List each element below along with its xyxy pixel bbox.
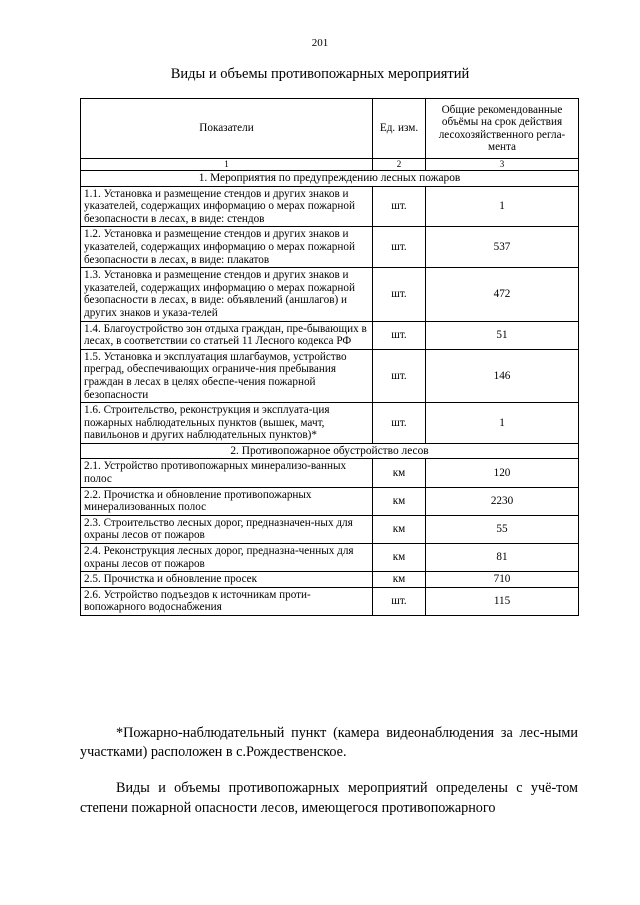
- body-paragraph: Виды и объемы противопожарных мероприятий определены с учё-том степени пожарной опасности лесов, имеющегося противопожарного: [80, 780, 578, 816]
- table-row: [81, 572, 579, 588]
- row-indicator: 1.6. Строительство, реконструкция и эксплуата-ция пожарных наблюдательных пунктов (вышек, мачт, павильонов и других наблюдательных пунктов)*: [81, 403, 373, 444]
- table-row: [81, 349, 579, 402]
- row-unit: км: [373, 515, 426, 543]
- header-indicators: Показатели: [81, 99, 373, 159]
- row-indicator: 2.5. Прочистка и обновление просек: [81, 572, 373, 588]
- table-row: [81, 227, 579, 268]
- row-indicator: 2.1. Устройство противопожарных минерализо-ванных полос: [81, 459, 373, 487]
- row-value: 472: [426, 268, 579, 321]
- row-value: 55: [426, 515, 579, 543]
- table-row: [81, 587, 579, 615]
- row-indicator: 1.3. Установка и размещение стендов и других знаков и указателей, содержащих информацию о мерах пожарной безопасности в лесах, в виде: объявлений (аншлагов) и других знаков и указа-телей: [81, 268, 373, 321]
- table-row: [81, 403, 579, 444]
- row-value: 2230: [426, 487, 579, 515]
- section-title: 1. Мероприятия по предупреждению лесных пожаров: [81, 171, 579, 187]
- row-unit: шт.: [373, 403, 426, 444]
- column-number: 1: [81, 159, 373, 171]
- table-row: [81, 487, 579, 515]
- row-unit: шт.: [373, 186, 426, 227]
- row-indicator: 1.5. Установка и эксплуатация шлагбаумов, устройство преград, обеспечивающих ограниче-ния пребывания граждан в лесах в целях обеспе-чения пожарной безопасности: [81, 349, 373, 402]
- row-indicator: 2.6. Устройство подъездов к источникам проти-вопожарного водоснабжения: [81, 587, 373, 615]
- table-row: [81, 268, 579, 321]
- page-number: 201: [311, 37, 329, 49]
- row-value: 1: [426, 186, 579, 227]
- fire-measures-table: [80, 98, 579, 616]
- row-unit: шт.: [373, 268, 426, 321]
- row-value: 115: [426, 587, 579, 615]
- table-row: [81, 459, 579, 487]
- row-indicator: 1.1. Установка и размещение стендов и других знаков и указателей, содержащих информацию о мерах пожарной безопасности в лесах, в виде: стендов: [81, 186, 373, 227]
- section-row: [81, 443, 579, 459]
- row-indicator: 2.2. Прочистка и обновление противопожарных минерализованных полос: [81, 487, 373, 515]
- table-row: [81, 321, 579, 349]
- table-header-row: [81, 99, 579, 159]
- table-row: [81, 186, 579, 227]
- header-volumes: Общие рекомендованные объёмы на срок действия лесохозяйственного регла-мента: [426, 99, 579, 159]
- table-body: [81, 171, 579, 616]
- column-number-row: [81, 159, 579, 171]
- row-indicator: 1.2. Установка и размещение стендов и других знаков и указателей, содержащих информацию о мерах пожарной безопасности в лесах, в виде: плакатов: [81, 227, 373, 268]
- row-indicator: 1.4. Благоустройство зон отдыха граждан, пре-бывающих в лесах, в соответствии со статьей 11 Лесного кодекса РФ: [81, 321, 373, 349]
- row-unit: км: [373, 544, 426, 572]
- row-unit: шт.: [373, 321, 426, 349]
- row-indicator: 2.4. Реконструкция лесных дорог, предназна-ченных для охраны лесов от пожаров: [81, 544, 373, 572]
- row-value: 81: [426, 544, 579, 572]
- row-unit: шт.: [373, 227, 426, 268]
- row-unit: км: [373, 459, 426, 487]
- row-value: 120: [426, 459, 579, 487]
- row-unit: шт.: [373, 587, 426, 615]
- footnote: *Пожарно-наблюдательный пункт (камера видеонаблюдения за лес-ными участками) расположен в с.Рождественское.: [80, 725, 578, 760]
- row-unit: шт.: [373, 349, 426, 402]
- header-unit: Ед. изм.: [373, 99, 426, 159]
- section-row: [81, 171, 579, 187]
- page-title: Виды и объемы противопожарных мероприятий: [170, 66, 470, 82]
- row-indicator: 2.3. Строительство лесных дорог, предназначен-ных для охраны лесов от пожаров: [81, 515, 373, 543]
- table-row: [81, 544, 579, 572]
- section-title: 2. Противопожарное обустройство лесов: [81, 443, 579, 459]
- row-value: 537: [426, 227, 579, 268]
- column-number: 3: [426, 159, 579, 171]
- table-row: [81, 515, 579, 543]
- row-value: 146: [426, 349, 579, 402]
- row-value: 51: [426, 321, 579, 349]
- column-number: 2: [373, 159, 426, 171]
- row-value: 710: [426, 572, 579, 588]
- row-value: 1: [426, 403, 579, 444]
- row-unit: км: [373, 487, 426, 515]
- row-unit: км: [373, 572, 426, 588]
